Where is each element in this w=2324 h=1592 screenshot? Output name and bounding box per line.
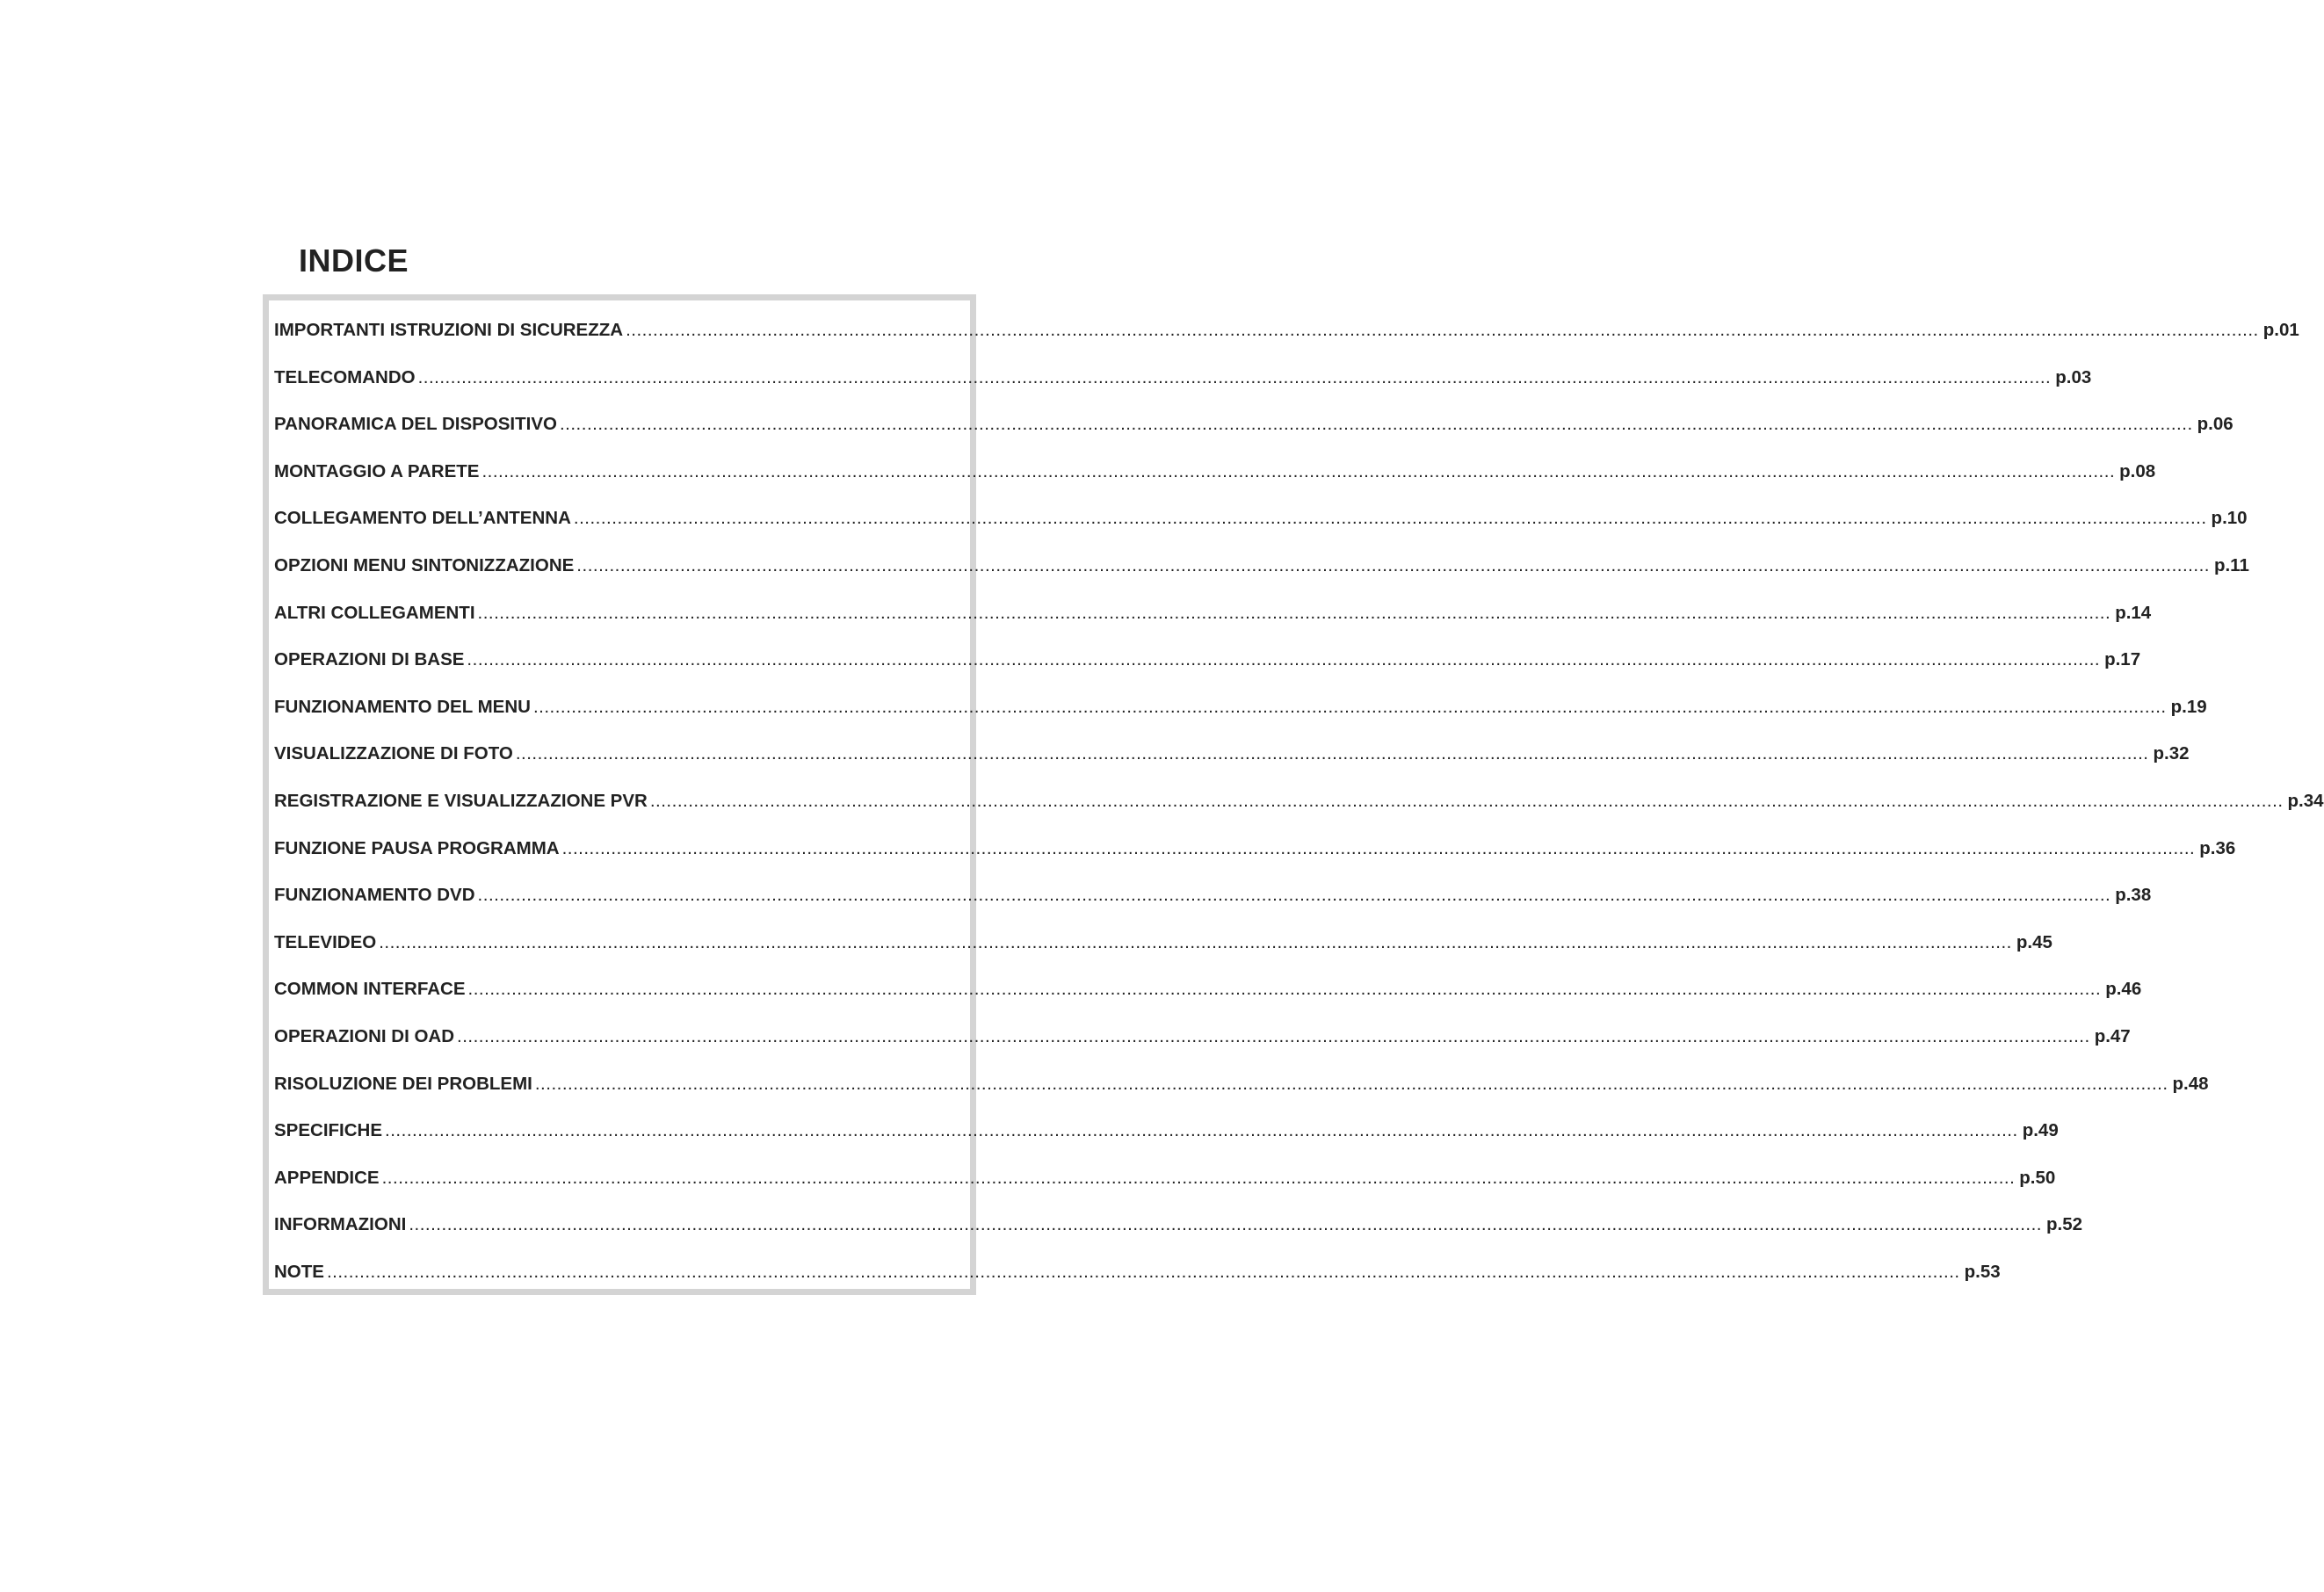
toc-entry-label: SPECIFICHE <box>274 1120 383 1141</box>
toc-entry-label: IMPORTANTI ISTRUZIONI DI SICUREZZA <box>274 320 624 340</box>
toc-entry-label: TELEVIDEO <box>274 931 377 952</box>
dot-leader: ............................................................................................................................................................................................................................................................................................................ <box>534 1073 2168 1094</box>
toc-entry <box>274 1261 2001 1309</box>
toc-entry-page: p.49 <box>2022 1120 2059 1141</box>
dot-leader: ............................................................................................................................................................................................................................................................................................................ <box>481 460 2116 481</box>
toc-entry-page: p.32 <box>2153 743 2190 764</box>
toc-entry-page: p.10 <box>2211 508 2248 529</box>
toc-entry-label: VISUALIZZAZIONE DI FOTO <box>274 743 513 764</box>
toc-entry <box>274 743 2190 791</box>
toc-entry-label: OPERAZIONI DI BASE <box>274 649 465 670</box>
dot-leader: ............................................................................................................................................................................................................................................................................................................ <box>326 1261 1960 1282</box>
toc-entry-label: FUNZIONAMENTO DVD <box>274 885 475 906</box>
dot-leader: ............................................................................................................................................................................................................................................................................................................ <box>573 508 2207 529</box>
dot-leader: ............................................................................................................................................................................................................................................................................................................ <box>457 1025 2090 1046</box>
dot-leader: ............................................................................................................................................................................................................................................................................................................ <box>532 696 2167 717</box>
toc-entry-page: p.01 <box>2262 320 2299 340</box>
toc-list <box>274 320 2324 1308</box>
dot-leader: ............................................................................................................................................................................................................................................................................................................ <box>559 414 2193 435</box>
toc-entry-label: PANORAMICA DEL DISPOSITIVO <box>274 414 557 435</box>
dot-leader: ............................................................................................................................................................................................................................................................................................................ <box>626 320 2259 340</box>
toc-entry <box>274 460 2156 509</box>
dot-leader: ............................................................................................................................................................................................................................................................................................................ <box>379 931 2012 952</box>
toc-entry-page: p.47 <box>2094 1025 2131 1046</box>
toc-entry-label: INFORMAZIONI <box>274 1214 407 1235</box>
toc-entry <box>274 931 2053 980</box>
toc-entry-page: p.52 <box>2046 1214 2083 1235</box>
toc-entry-page: p.11 <box>2213 554 2249 575</box>
toc-entry <box>274 1214 2083 1262</box>
dot-leader: ............................................................................................................................................................................................................................................................................................................ <box>649 790 2284 811</box>
toc-entry <box>274 1167 2056 1215</box>
toc-entry <box>274 602 2152 650</box>
toc-entry-label: NOTE <box>274 1261 324 1282</box>
toc-entry-label: COLLEGAMENTO DELL’ANTENNA <box>274 508 571 529</box>
dot-leader: ............................................................................................................................................................................................................................................................................................................ <box>385 1120 2018 1141</box>
toc-entry <box>274 508 2248 555</box>
toc-entry <box>274 649 2141 697</box>
toc-entry-label: FUNZIONE PAUSA PROGRAMMA <box>274 837 560 858</box>
dot-leader: ............................................................................................................................................................................................................................................................................................................ <box>477 885 2111 906</box>
toc-entry <box>274 1120 2059 1168</box>
toc-entry <box>274 790 2324 838</box>
toc-entry-page: p.19 <box>2170 696 2207 717</box>
toc-entry-page: p.46 <box>2105 979 2142 1000</box>
dot-leader: ............................................................................................................................................................................................................................................................................................................ <box>477 602 2111 623</box>
toc-entry-page: p.48 <box>2172 1073 2209 1094</box>
toc-entry <box>274 414 2234 461</box>
toc-entry <box>274 837 2236 886</box>
toc-entry-page: p.38 <box>2115 885 2152 906</box>
toc-entry-page: p.08 <box>2119 460 2156 481</box>
toc-entry-label: OPZIONI MENU SINTONIZZAZIONE <box>274 554 575 575</box>
toc-entry <box>274 320 2299 367</box>
dot-leader: ............................................................................................................................................................................................................................................................................................................ <box>467 649 2101 670</box>
toc-entry-label: TELECOMANDO <box>274 366 416 387</box>
toc-entry-label: ALTRI COLLEGAMENTI <box>274 602 475 623</box>
dot-leader: ............................................................................................................................................................................................................................................................................................................ <box>515 743 2149 764</box>
toc-entry-page: p.45 <box>2016 931 2053 952</box>
dot-leader: ............................................................................................................................................................................................................................................................................................................ <box>467 979 2102 1000</box>
toc-entry-label: APPENDICE <box>274 1167 380 1188</box>
toc-entry-page: p.06 <box>2197 414 2234 435</box>
toc-entry <box>274 1073 2209 1121</box>
dot-leader: ............................................................................................................................................................................................................................................................................................................ <box>381 1167 2016 1188</box>
dot-leader: ............................................................................................................................................................................................................................................................................................................ <box>561 837 2196 858</box>
dot-leader: ............................................................................................................................................................................................................................................................................................................ <box>417 366 2052 387</box>
toc-entry-page: p.14 <box>2115 602 2152 623</box>
toc-entry <box>274 1025 2131 1074</box>
toc-entry <box>274 885 2152 932</box>
toc-entry-label: MONTAGGIO A PARETE <box>274 460 480 481</box>
toc-entry-label: OPERAZIONI DI OAD <box>274 1025 455 1046</box>
toc-frame <box>263 294 2324 1295</box>
toc-entry-page: p.36 <box>2199 837 2236 858</box>
toc-entry <box>274 366 2092 415</box>
toc-entry-page: p.53 <box>1964 1261 2001 1282</box>
page-title: INDICE <box>299 242 409 279</box>
toc-entry <box>274 696 2207 744</box>
toc-entry-label: RISOLUZIONE DEI PROBLEMI <box>274 1073 532 1094</box>
dot-leader: ............................................................................................................................................................................................................................................................................................................ <box>409 1214 2042 1235</box>
toc-entry-page: p.34 <box>2287 790 2324 811</box>
toc-entry-label: COMMON INTERFACE <box>274 979 466 1000</box>
toc-entry-label: REGISTRAZIONE E VISUALIZZAZIONE PVR <box>274 790 648 811</box>
toc-entry-page: p.50 <box>2019 1167 2056 1188</box>
toc-entry-page: p.17 <box>2104 649 2141 670</box>
toc-entry-page: p.03 <box>2055 366 2092 387</box>
toc-entry-label: FUNZIONAMENTO DEL MENU <box>274 696 531 717</box>
dot-leader: ............................................................................................................................................................................................................................................................................................................ <box>576 554 2210 575</box>
toc-entry <box>274 979 2142 1026</box>
toc-entry <box>274 554 2249 603</box>
